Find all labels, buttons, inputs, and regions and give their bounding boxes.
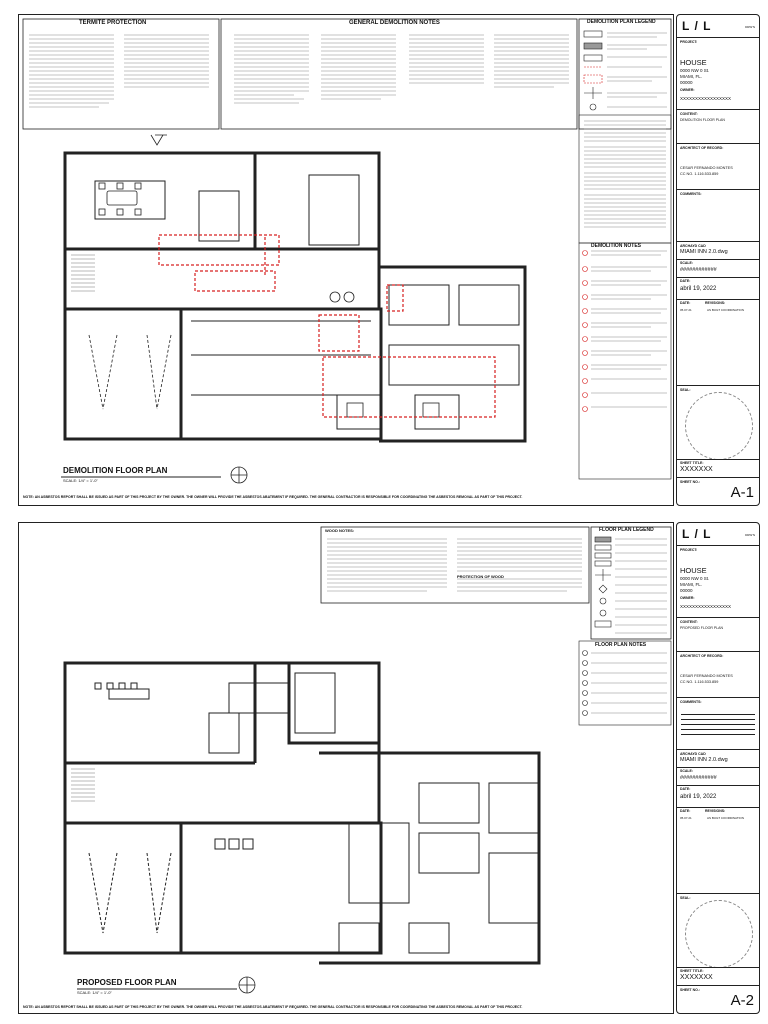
drawn-label: DRW'N [745, 533, 755, 537]
seal-section [677, 893, 759, 967]
project-label: PROJECT: [680, 548, 698, 552]
plan-scale: SCALE: 1/4" = 1'-0" [63, 478, 98, 483]
address-line-2: MIAMI, FL. [680, 582, 703, 587]
revision-date: 05.07.21 [680, 816, 692, 820]
sheet-number: A-1 [730, 484, 754, 501]
date-label: DATE: [680, 787, 691, 791]
content-section [677, 109, 759, 143]
revision-date-label: DATE: [680, 809, 691, 813]
demolition-plan-drawing [19, 15, 675, 507]
drawn-label: DRW'N [745, 25, 755, 29]
side-notes-heading: FLOOR PLAN NOTES [595, 642, 647, 648]
sheet-title-label: SHEET TITLE: [680, 461, 704, 465]
seal-section [677, 385, 759, 459]
project-label: PROJECT: [680, 40, 698, 44]
asbestos-footnote: NOTE: AN ASBESTOS REPORT SHALL BE ISSUED AS PART OF THIS PROJECT BY THE OWNER. THE OWNER WILL PROVIDE THE ASBESTOS ABATEMENT IF REQUIRED. THE GENERAL CONTRACTOR IS RESPONSIBLE FOR COORDINATING THE ASBESTOS REMOVAL AS PART OF THIS PROJECT. [23, 495, 523, 499]
scale-value: ############ [680, 267, 717, 273]
seal-label: SEAL: [680, 896, 691, 900]
demolition-notes-heading: GENERAL DEMOLITION NOTES [349, 20, 440, 26]
comments-section [677, 697, 759, 749]
scale-label: SCALE: [680, 261, 694, 265]
scale-section [677, 767, 759, 785]
architect-name: CESAR FERNANDO MONTES [680, 166, 733, 170]
scale-value: ############ [680, 775, 717, 781]
architect-license: CC NO. 1.116.533.859 [680, 172, 719, 176]
file-label: ARCHAYD CAD [680, 244, 706, 248]
sheet-title-section [677, 459, 759, 475]
wood-protection-heading: PROTECTION OF WOOD [457, 574, 504, 579]
file-section [677, 241, 759, 257]
sheet-number: A-2 [730, 992, 754, 1009]
project-name: HOUSE [680, 566, 707, 575]
address-line-1: 0000 NW 0 St. [680, 68, 710, 73]
architect-label: ARCHITECT OF RECORD: [680, 654, 724, 658]
seal-circle [685, 900, 753, 968]
comments-label: COMMENTS: [680, 192, 702, 196]
revisions-section [677, 807, 759, 893]
owner-label: OWNER: [680, 88, 695, 92]
owner-name: XXXXXXXXXXXXXXXXX [680, 604, 732, 609]
owner-label: OWNER: [680, 596, 695, 600]
revision-date: 05.07.21 [680, 308, 692, 312]
revision-date-label: DATE: [680, 301, 691, 305]
legend-heading: DEMOLITION PLAN LEGEND [587, 19, 656, 25]
comments-label: COMMENTS: [680, 700, 702, 704]
owner-name: XXXXXXXXXXXXXXXXX [680, 96, 732, 101]
revisions-label: REVISIONS: [705, 809, 726, 813]
date-value: abril 19, 2022 [680, 286, 717, 292]
sheet-title: XXXXXXX [680, 974, 713, 981]
sheet-number-label: SHEET NO.: [680, 480, 701, 484]
firm-logo: L / L [682, 527, 712, 541]
comment-lines [677, 710, 759, 735]
date-label: DATE: [680, 279, 691, 283]
sheet-a2 [18, 522, 674, 1014]
revision-text: AS BUILT COORDINATION [707, 308, 745, 312]
address-line-3: 00000 [680, 80, 693, 85]
sheet-a1 [18, 14, 674, 506]
address-line-3: 00000 [680, 588, 693, 593]
file-name: MIAMI INN 2.0.dwg [680, 757, 728, 763]
plan-title: PROPOSED FLOOR PLAN [77, 978, 177, 987]
architect-name: CESAR FERNANDO MONTES [680, 674, 733, 678]
revisions-label: REVISIONS: [705, 301, 726, 305]
sheet-number-section [677, 477, 759, 505]
content-label: CONTENT: [680, 112, 698, 116]
asbestos-footnote: NOTE: AN ASBESTOS REPORT SHALL BE ISSUED AS PART OF THIS PROJECT BY THE OWNER. THE OWNER WILL PROVIDE THE ASBESTOS ABATEMENT IF REQUIRED. THE GENERAL CONTRACTOR IS RESPONSIBLE FOR COORDINATING THE ASBESTOS REMOVAL AS PART OF THIS PROJECT. [23, 1005, 523, 1009]
scale-label: SCALE: [680, 769, 694, 773]
side-notes-heading: DEMOLITION NOTES [591, 243, 641, 249]
architect-label: ARCHITECT OF RECORD: [680, 146, 724, 150]
plan-scale: SCALE: 1/4" = 1'-0" [77, 990, 112, 995]
wood-notes-heading: WOOD NOTES: [325, 528, 355, 533]
file-label: ARCHAYD CAD [680, 752, 706, 756]
revisions-section [677, 299, 759, 385]
sheet-title: XXXXXXX [680, 466, 713, 473]
project-name: HOUSE [680, 58, 707, 67]
seal-label: SEAL: [680, 388, 691, 392]
firm-logo: L / L [682, 19, 712, 33]
address-line-1: 0000 NW 0 St. [680, 576, 710, 581]
content-section [677, 617, 759, 651]
title-block-a2 [676, 522, 760, 1014]
proposed-plan-drawing [19, 523, 675, 1015]
plan-title: DEMOLITION FLOOR PLAN [63, 466, 168, 475]
title-block-a1 [676, 14, 760, 506]
scale-section [677, 259, 759, 277]
file-section [677, 749, 759, 765]
sheet-number-section [677, 985, 759, 1013]
address-line-2: MIAMI, FL. [680, 74, 703, 79]
project-section [677, 545, 759, 617]
sheet-title-label: SHEET TITLE: [680, 969, 704, 973]
sheet-title-section [677, 967, 759, 983]
file-name: MIAMI INN 2.0.dwg [680, 249, 728, 255]
termite-notes-heading: TERMITE PROTECTION [79, 20, 147, 26]
legend-heading: FLOOR PLAN LEGEND [599, 527, 654, 533]
project-section [677, 37, 759, 109]
architect-section [677, 143, 759, 189]
content-value: PROPOSED FLOOR PLAN [680, 626, 723, 630]
seal-circle [685, 392, 753, 460]
date-section [677, 785, 759, 805]
date-value: abril 19, 2022 [680, 794, 717, 800]
sheet-number-label: SHEET NO.: [680, 988, 701, 992]
content-label: CONTENT: [680, 620, 698, 624]
architect-license: CC NO. 1.116.533.859 [680, 680, 719, 684]
architect-section [677, 651, 759, 697]
revision-text: AS BUILT COORDINATION [707, 816, 745, 820]
date-section [677, 277, 759, 297]
content-value: DEMOLITION FLOOR PLAN [680, 118, 725, 122]
